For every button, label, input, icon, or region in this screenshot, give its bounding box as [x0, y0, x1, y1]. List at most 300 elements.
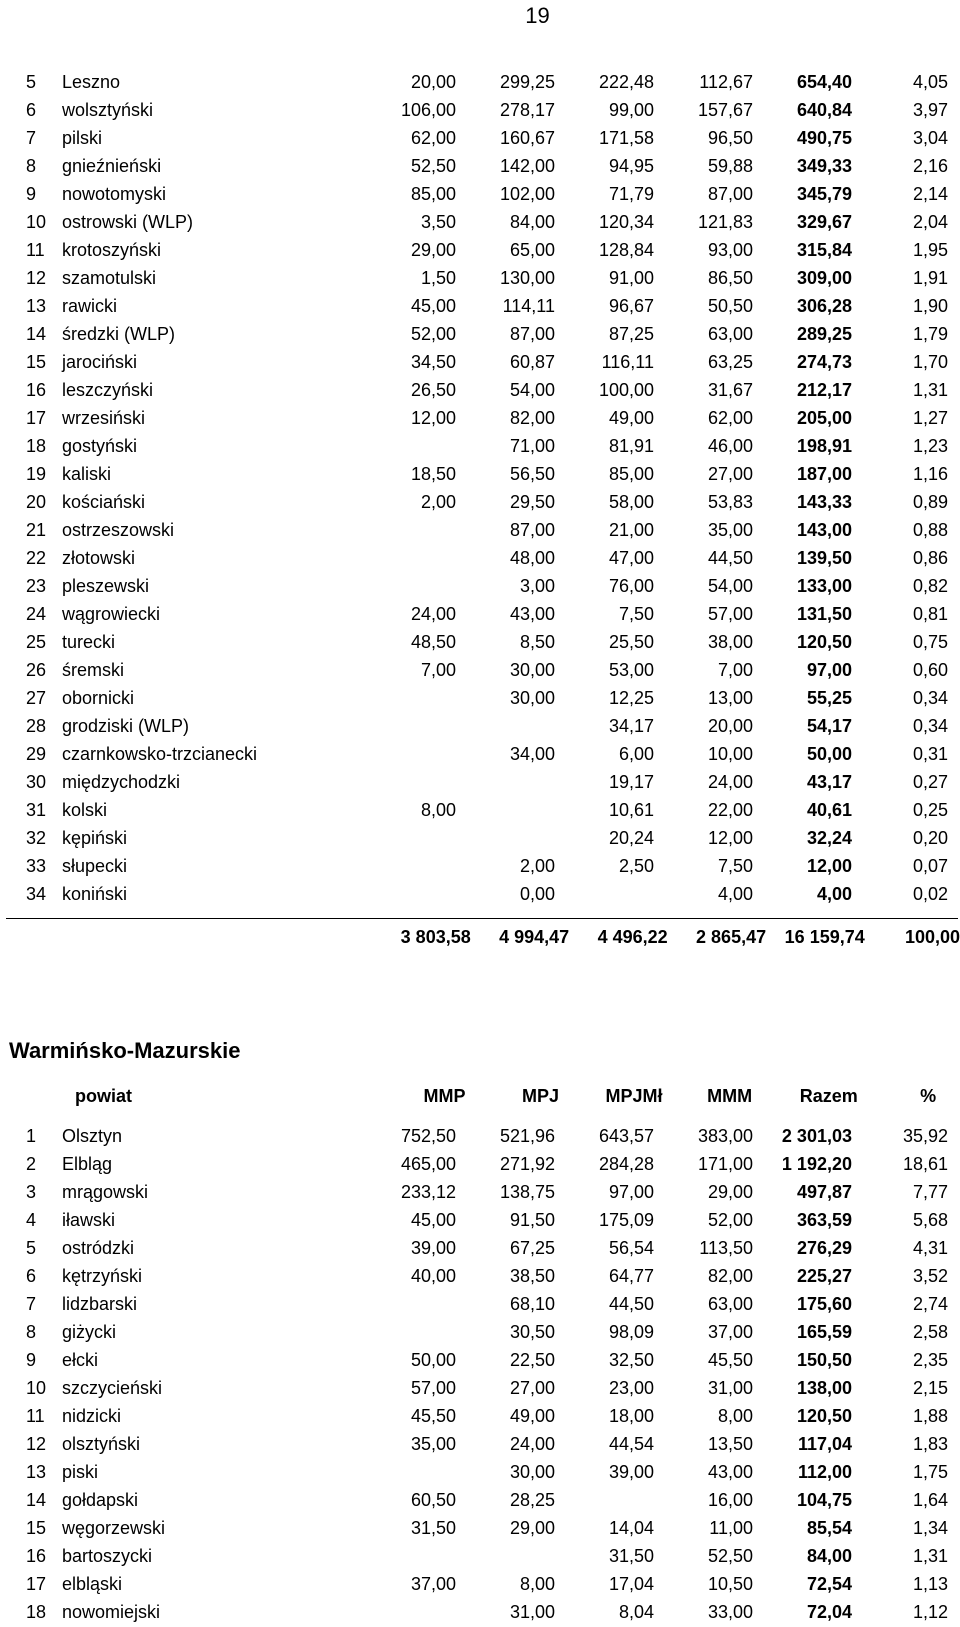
row-number: 7 — [26, 1293, 37, 1314]
mmp-value: 62,00 — [410, 127, 456, 148]
mpjml-value: 94,95 — [608, 155, 654, 176]
percent-value: 0,81 — [912, 603, 948, 624]
powiat-name: wągrowiecki — [62, 603, 161, 624]
section-title: Warmińsko-Mazurskie — [9, 1038, 241, 1063]
powiat-name: kościański — [62, 491, 146, 512]
mmp-value: 34,50 — [410, 351, 456, 372]
mpj-value: 31,00 — [509, 1601, 555, 1622]
razem-value: 289,25 — [796, 323, 852, 344]
mpj-value: 30,00 — [509, 659, 555, 680]
razem-value: 205,00 — [796, 407, 852, 428]
mmm-value: 11,00 — [709, 1517, 753, 1538]
powiat-name: turecki — [62, 631, 116, 652]
percent-value: 0,31 — [912, 743, 948, 764]
mpjml-value: 21,00 — [608, 519, 654, 540]
mmp-value — [357, 880, 456, 908]
mmm-value: 12,00 — [707, 827, 753, 848]
powiat-name: Olsztyn — [62, 1125, 123, 1146]
mmp-value — [357, 544, 456, 572]
mmp-value: 2,00 — [420, 491, 456, 512]
mmp-value: 8,00 — [420, 799, 456, 820]
percent-value: 0,07 — [912, 855, 948, 876]
table-row — [6, 1542, 948, 1570]
razem-value: 497,87 — [796, 1181, 852, 1202]
mpj-value: 521,96 — [499, 1125, 555, 1146]
mpjml-value: 85,00 — [608, 463, 654, 484]
mmp-value — [357, 1290, 456, 1318]
header-mmm: MMM — [707, 1085, 753, 1106]
mpj-value — [456, 824, 555, 852]
mmm-value: 52,50 — [707, 1545, 753, 1566]
razem-value: 349,33 — [796, 155, 852, 176]
percent-value: 0,60 — [912, 659, 948, 680]
mpj-value: 30,50 — [509, 1321, 555, 1342]
razem-value: 143,00 — [796, 519, 852, 540]
mmm-value: 24,00 — [707, 771, 753, 792]
mmm-value: 7,00 — [717, 659, 753, 680]
powiat-name: mrągowski — [62, 1181, 149, 1202]
percent-value: 0,88 — [912, 519, 948, 540]
razem-value: 139,50 — [796, 547, 852, 568]
mpjml-value: 284,28 — [598, 1153, 654, 1174]
mmp-value: 45,00 — [410, 1209, 456, 1230]
mmm-value: 53,83 — [707, 491, 753, 512]
total-razem: 16 159,74 — [784, 926, 865, 947]
mmp-value: 48,50 — [410, 631, 456, 652]
mpjml-value: 87,25 — [608, 323, 654, 344]
mmm-value: 7,50 — [717, 855, 753, 876]
mmm-value: 93,00 — [707, 239, 753, 260]
total-mmm: 2 865,47 — [696, 926, 767, 947]
table-row — [6, 1486, 948, 1514]
mpjml-value: 34,17 — [608, 715, 654, 736]
percent-value: 1,31 — [912, 379, 948, 400]
table-row — [6, 320, 948, 348]
razem-value: 329,67 — [796, 211, 852, 232]
powiat-name: giżycki — [62, 1321, 117, 1342]
percent-value: 0,27 — [912, 771, 948, 792]
mmp-value: 465,00 — [400, 1153, 456, 1174]
row-number: 9 — [26, 1349, 37, 1370]
powiat-name: nowomiejski — [62, 1601, 161, 1622]
powiat-name: kępiński — [62, 827, 128, 848]
mmm-value: 37,00 — [707, 1321, 753, 1342]
razem-value: 72,04 — [806, 1601, 852, 1622]
percent-value: 1,90 — [912, 295, 948, 316]
row-number: 2 — [26, 1153, 37, 1174]
mmm-value: 86,50 — [707, 267, 753, 288]
total-percent: 100,00 — [904, 926, 960, 947]
mpj-value: 68,10 — [509, 1293, 555, 1314]
razem-value: 43,17 — [806, 771, 852, 792]
mmm-value: 63,00 — [707, 1293, 753, 1314]
mpj-value: 48,00 — [509, 547, 555, 568]
table-row — [6, 796, 948, 824]
table-row — [6, 488, 948, 516]
razem-value: 143,33 — [796, 491, 852, 512]
mmp-value — [357, 852, 456, 880]
powiat-name: gnieźnieński — [62, 155, 162, 176]
row-number: 15 — [26, 351, 47, 372]
row-number: 4 — [26, 1209, 37, 1230]
percent-value: 2,35 — [912, 1349, 948, 1370]
mpj-value: 71,00 — [509, 435, 555, 456]
mpjml-value: 64,77 — [608, 1265, 654, 1286]
percent-value: 1,79 — [912, 323, 948, 344]
header-mpjml: MPJMł — [605, 1085, 663, 1106]
powiat-name: lidzbarski — [62, 1293, 138, 1314]
row-number: 10 — [26, 1377, 47, 1398]
powiat-name: nowotomyski — [62, 183, 167, 204]
mmp-value: 57,00 — [410, 1377, 456, 1398]
row-number: 6 — [26, 1265, 37, 1286]
mpjml-value: 8,04 — [618, 1601, 654, 1622]
mpj-value: 0,00 — [519, 883, 555, 904]
percent-value: 1,70 — [912, 351, 948, 372]
mpj-value: 22,50 — [509, 1349, 555, 1370]
percent-value: 35,92 — [902, 1125, 948, 1146]
powiat-name: słupecki — [62, 855, 128, 876]
row-number: 5 — [26, 71, 37, 92]
row-number: 16 — [26, 379, 47, 400]
powiat-name: gołdapski — [62, 1489, 139, 1510]
powiat-name: nidzicki — [62, 1405, 122, 1426]
powiat-name: pilski — [62, 127, 103, 148]
table-row — [6, 572, 948, 600]
mpj-value: 60,87 — [509, 351, 555, 372]
mmm-value: 35,00 — [707, 519, 753, 540]
table-row — [6, 68, 948, 96]
row-number: 12 — [26, 1433, 47, 1454]
mpj-value: 56,50 — [509, 463, 555, 484]
header-razem: Razem — [799, 1085, 858, 1106]
mmm-value: 96,50 — [707, 127, 753, 148]
mpj-value: 160,67 — [499, 127, 555, 148]
powiat-name: olsztyński — [62, 1433, 141, 1454]
powiat-name: ełcki — [62, 1349, 99, 1370]
razem-value: 4,00 — [816, 883, 852, 904]
row-number: 22 — [26, 547, 47, 568]
razem-value: 104,75 — [796, 1489, 852, 1510]
percent-value: 1,12 — [912, 1601, 948, 1622]
column-headers — [6, 1080, 960, 1112]
mmm-value: 20,00 — [707, 715, 753, 736]
razem-value: 50,00 — [806, 743, 852, 764]
table-row — [6, 1178, 948, 1206]
powiat-name: ostródzki — [62, 1237, 135, 1258]
mpj-value: 67,25 — [509, 1237, 555, 1258]
row-number: 31 — [26, 799, 47, 820]
table-row — [6, 1206, 948, 1234]
mpjml-value: 10,61 — [608, 799, 654, 820]
powiat-name: leszczyński — [62, 379, 154, 400]
row-number: 13 — [26, 1461, 47, 1482]
table-row — [6, 740, 948, 768]
mmp-value: 60,50 — [410, 1489, 456, 1510]
powiat-name: bartoszycki — [62, 1545, 153, 1566]
mmm-value: 16,00 — [707, 1489, 753, 1510]
table-row — [6, 404, 948, 432]
table-row — [6, 124, 948, 152]
mpjml-value: 175,09 — [598, 1209, 654, 1230]
mmm-value: 87,00 — [707, 183, 753, 204]
percent-value: 2,16 — [912, 155, 948, 176]
table-row — [6, 348, 948, 376]
mpj-value: 24,00 — [509, 1433, 555, 1454]
mpjml-value — [555, 880, 654, 908]
table-row — [6, 1570, 948, 1598]
percent-value: 1,91 — [912, 267, 948, 288]
mmp-value — [357, 572, 456, 600]
percent-value: 4,31 — [912, 1237, 948, 1258]
mpj-value: 87,00 — [509, 323, 555, 344]
row-number: 7 — [26, 127, 37, 148]
razem-value: 175,60 — [796, 1293, 852, 1314]
totals-spacer — [83, 919, 372, 955]
mmp-value — [357, 432, 456, 460]
mpjml-value: 222,48 — [598, 71, 654, 92]
table-row — [6, 96, 948, 124]
total-mpjml: 4 496,22 — [597, 926, 668, 947]
mpj-value — [456, 1542, 555, 1570]
mmp-value: 20,00 — [410, 71, 456, 92]
mpjml-value: 76,00 — [608, 575, 654, 596]
row-number: 3 — [26, 1181, 37, 1202]
mmm-value: 59,88 — [707, 155, 753, 176]
razem-value: 40,61 — [806, 799, 852, 820]
percent-value: 1,88 — [912, 1405, 948, 1426]
razem-value: 117,04 — [797, 1433, 852, 1454]
razem-value: 120,50 — [796, 1405, 852, 1426]
mmm-value: 157,67 — [697, 99, 753, 120]
razem-value: 84,00 — [806, 1545, 852, 1566]
mpjml-value: 44,50 — [608, 1293, 654, 1314]
mpjml-value: 99,00 — [608, 99, 654, 120]
mpj-value: 49,00 — [509, 1405, 555, 1426]
powiat-name: ostrzeszowski — [62, 519, 175, 540]
mmm-value: 121,83 — [697, 211, 753, 232]
mpj-value: 142,00 — [499, 155, 555, 176]
razem-value: 187,00 — [796, 463, 852, 484]
mpjml-value: 23,00 — [608, 1377, 654, 1398]
mmm-value: 13,50 — [707, 1433, 753, 1454]
table-row — [6, 264, 948, 292]
row-number: 13 — [26, 295, 47, 316]
mpjml-value: 18,00 — [608, 1405, 654, 1426]
mpjml-value: 32,50 — [608, 1349, 654, 1370]
mmm-value: 27,00 — [707, 463, 753, 484]
mmp-value — [357, 740, 456, 768]
row-number: 25 — [26, 631, 47, 652]
row-number: 16 — [26, 1545, 47, 1566]
razem-value: 138,00 — [796, 1377, 852, 1398]
mpjml-value: 49,00 — [608, 407, 654, 428]
mmp-value — [357, 1318, 456, 1346]
mpj-value: 30,00 — [509, 687, 555, 708]
mmp-value: 35,00 — [410, 1433, 456, 1454]
table-row — [6, 460, 948, 488]
mpj-value: 8,50 — [519, 631, 555, 652]
percent-value: 1,34 — [912, 1517, 948, 1538]
mmm-value: 383,00 — [697, 1125, 753, 1146]
powiat-name: iławski — [62, 1209, 116, 1230]
mpjml-value: 6,00 — [618, 743, 654, 764]
mpjml-value: 44,54 — [608, 1433, 654, 1454]
mpj-value: 102,00 — [499, 183, 555, 204]
table-row — [6, 292, 948, 320]
table-row — [6, 656, 948, 684]
table-body — [6, 68, 948, 908]
percent-value: 1,95 — [912, 239, 948, 260]
row-number: 11 — [26, 239, 45, 260]
mpjml-value: 100,00 — [598, 379, 654, 400]
row-number: 8 — [26, 155, 37, 176]
table-row — [6, 1234, 948, 1262]
powiat-name: grodziski (WLP) — [62, 715, 190, 736]
mmp-value: 233,12 — [400, 1181, 456, 1202]
powiat-name: krotoszyński — [62, 239, 162, 260]
mpj-value: 87,00 — [509, 519, 555, 540]
razem-value: 165,59 — [796, 1321, 852, 1342]
table-row — [6, 852, 948, 880]
powiat-name: obornicki — [62, 687, 135, 708]
total-mpj: 4 994,47 — [499, 926, 570, 947]
table-row — [6, 180, 948, 208]
mpjml-value: 643,57 — [598, 1125, 654, 1146]
powiat-name: średzki (WLP) — [62, 323, 176, 344]
row-number: 18 — [26, 1601, 47, 1622]
percent-value: 1,23 — [912, 435, 948, 456]
percent-value: 1,16 — [912, 463, 948, 484]
table-row — [6, 684, 948, 712]
razem-value: 309,00 — [796, 267, 852, 288]
percent-value: 18,61 — [902, 1153, 948, 1174]
mmp-value: 752,50 — [400, 1125, 456, 1146]
mmp-value: 26,50 — [410, 379, 456, 400]
percent-value: 1,13 — [912, 1573, 948, 1594]
mmm-value: 10,00 — [707, 743, 753, 764]
header-mmp: MMP — [423, 1085, 466, 1106]
razem-value: 85,54 — [806, 1517, 852, 1538]
mmm-value: 63,25 — [707, 351, 753, 372]
mmp-value: 37,00 — [410, 1573, 456, 1594]
table-row — [6, 1374, 948, 1402]
row-number: 5 — [26, 1237, 37, 1258]
row-number: 11 — [26, 1405, 45, 1426]
mmm-value: 113,50 — [699, 1237, 753, 1258]
row-number: 33 — [26, 855, 47, 876]
mmm-value: 46,00 — [707, 435, 753, 456]
mpj-value: 29,50 — [509, 491, 555, 512]
mmm-value: 22,00 — [707, 799, 753, 820]
row-number: 12 — [26, 267, 47, 288]
percent-value: 7,77 — [912, 1181, 948, 1202]
totals-row — [6, 919, 960, 955]
razem-value: 490,75 — [796, 127, 852, 148]
mpj-value: 27,00 — [509, 1377, 555, 1398]
mpjml-value: 81,91 — [608, 435, 654, 456]
percent-value: 3,52 — [912, 1265, 948, 1286]
mpjml-value: 171,58 — [598, 127, 654, 148]
mpj-value: 38,50 — [509, 1265, 555, 1286]
mmm-value: 8,00 — [717, 1405, 753, 1426]
mmp-value — [357, 684, 456, 712]
mmm-value: 10,50 — [707, 1573, 753, 1594]
razem-value: 12,00 — [806, 855, 852, 876]
razem-value: 32,24 — [806, 827, 852, 848]
table-row — [6, 1458, 948, 1486]
powiat-name: czarnkowsko-trzcianecki — [62, 743, 258, 764]
mmm-value: 54,00 — [707, 575, 753, 596]
mmm-value: 13,00 — [707, 687, 753, 708]
mpjml-value: 47,00 — [608, 547, 654, 568]
mpjml-value: 58,00 — [608, 491, 654, 512]
row-number: 23 — [26, 575, 47, 596]
row-number: 6 — [26, 99, 37, 120]
row-number: 29 — [26, 743, 47, 764]
row-number: 19 — [26, 463, 47, 484]
mmm-value: 57,00 — [707, 603, 753, 624]
mmm-value: 63,00 — [707, 323, 753, 344]
row-number: 24 — [26, 603, 47, 624]
mmp-value: 31,50 — [410, 1517, 456, 1538]
warminsko-mazurskie-table — [6, 1122, 948, 1626]
mmm-value: 82,00 — [707, 1265, 753, 1286]
table-row — [6, 628, 948, 656]
percent-value: 4,05 — [912, 71, 948, 92]
powiat-name: szczycieński — [62, 1377, 163, 1398]
percent-value: 0,34 — [912, 687, 948, 708]
mpj-value — [456, 796, 555, 824]
mpj-value: 54,00 — [509, 379, 555, 400]
mmm-value: 4,00 — [717, 883, 753, 904]
razem-value: 120,50 — [796, 631, 852, 652]
razem-value: 54,17 — [806, 715, 852, 736]
table-row — [6, 152, 948, 180]
percent-value: 2,04 — [912, 211, 948, 232]
row-number: 17 — [26, 407, 47, 428]
razem-value: 198,91 — [796, 435, 852, 456]
mpjml-value: 71,79 — [608, 183, 654, 204]
mmp-value: 3,50 — [420, 211, 456, 232]
mmm-value: 112,67 — [699, 71, 753, 92]
mmp-value: 85,00 — [410, 183, 456, 204]
powiat-name: Leszno — [62, 71, 121, 92]
powiat-name: ostrowski (WLP) — [62, 211, 194, 232]
mpj-value — [456, 768, 555, 796]
header-mpj: MPJ — [521, 1085, 559, 1106]
powiat-name: Elbląg — [62, 1153, 113, 1174]
razem-value: 97,00 — [806, 659, 852, 680]
razem-value: 363,59 — [796, 1209, 852, 1230]
mmm-value: 31,67 — [707, 379, 753, 400]
totals-spacer — [6, 919, 83, 955]
mmp-value: 24,00 — [410, 603, 456, 624]
razem-value: 150,50 — [796, 1349, 852, 1370]
mmm-value: 31,00 — [707, 1377, 753, 1398]
mmm-value: 29,00 — [707, 1181, 753, 1202]
row-number: 20 — [26, 491, 47, 512]
percent-value: 0,34 — [912, 715, 948, 736]
row-number: 18 — [26, 435, 47, 456]
mpjml-value: 7,50 — [618, 603, 654, 624]
table-row — [6, 1514, 948, 1542]
table-row — [6, 768, 948, 796]
mpj-value: 114,11 — [502, 295, 555, 316]
mpjml-value — [555, 1486, 654, 1514]
table-row — [6, 544, 948, 572]
mpjml-value: 2,50 — [618, 855, 654, 876]
